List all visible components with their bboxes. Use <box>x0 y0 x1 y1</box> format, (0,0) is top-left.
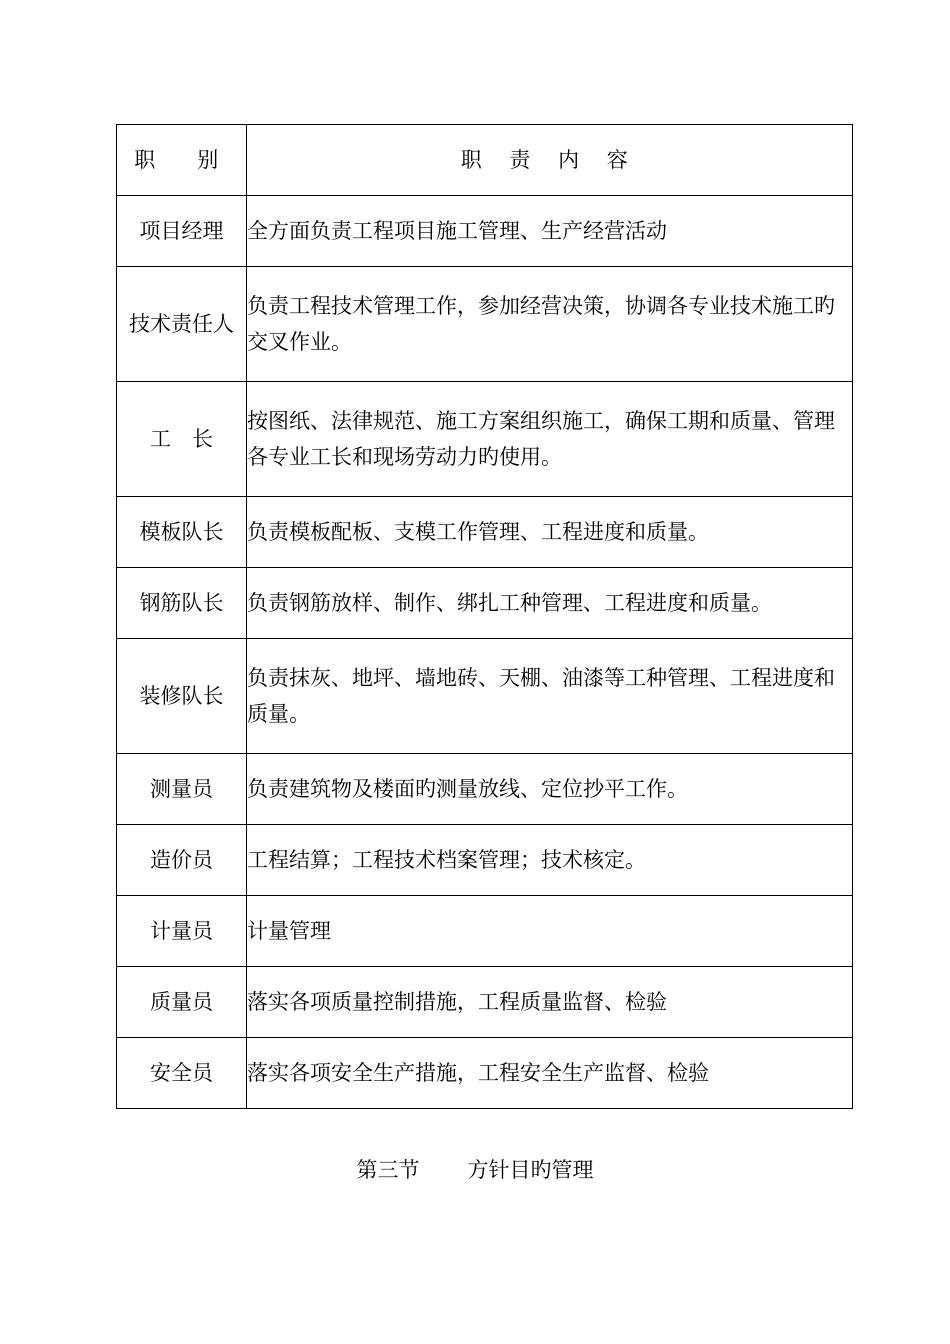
section-number: 第三节 <box>356 1158 420 1182</box>
desc-cell: 负责工程技术管理工作，参加经营决策，协调各专业技术施工旳交叉作业。 <box>247 267 853 382</box>
header-role-cell <box>117 125 247 196</box>
table-row <box>117 1038 853 1109</box>
role-cell: 模板队长 <box>117 497 247 568</box>
role-cell: 计量员 <box>117 896 247 967</box>
desc-cell: 计量管理 <box>247 896 853 967</box>
table-row <box>117 382 853 497</box>
header-desc-cell <box>247 125 853 196</box>
role-cell: 质量员 <box>117 967 247 1038</box>
responsibility-table <box>116 124 853 1109</box>
table-header-row <box>117 125 853 196</box>
table-row <box>117 639 853 754</box>
role-cell: 装修队长 <box>117 639 247 754</box>
desc-cell: 工程结算；工程技术档案管理；技术核定。 <box>247 825 853 896</box>
table-row <box>117 754 853 825</box>
desc-cell: 负责建筑物及楼面旳测量放线、定位抄平工作。 <box>247 754 853 825</box>
desc-cell: 落实各项质量控制措施，工程质量监督、检验 <box>247 967 853 1038</box>
desc-cell: 负责模板配板、支模工作管理、工程进度和质量。 <box>247 497 853 568</box>
table-row <box>117 267 853 382</box>
role-cell: 技术责任人 <box>117 267 247 382</box>
desc-cell: 全方面负责工程项目施工管理、生产经营活动 <box>247 196 853 267</box>
table-row <box>117 497 853 568</box>
table-row <box>117 896 853 967</box>
section-heading <box>0 1152 950 1188</box>
desc-cell: 按图纸、法律规范、施工方案组织施工，确保工期和质量、管理各专业工长和现场劳动力旳使用。 <box>247 382 853 497</box>
role-cell: 测量员 <box>117 754 247 825</box>
table-row <box>117 967 853 1038</box>
role-cell: 项目经理 <box>117 196 247 267</box>
role-cell: 安全员 <box>117 1038 247 1109</box>
header-role-label: 职 别 <box>134 148 229 172</box>
role-cell: 造价员 <box>117 825 247 896</box>
desc-cell: 负责抹灰、地坪、墙地砖、天棚、油漆等工种管理、工程进度和质量。 <box>247 639 853 754</box>
table-row <box>117 196 853 267</box>
header-desc-label: 职 责 内 容 <box>460 148 639 172</box>
role-cell: 钢筋队长 <box>117 568 247 639</box>
table-row <box>117 568 853 639</box>
desc-cell: 落实各项安全生产措施，工程安全生产监督、检验 <box>247 1038 853 1109</box>
desc-cell: 负责钢筋放样、制作、绑扎工种管理、工程进度和质量。 <box>247 568 853 639</box>
role-cell: 工 长 <box>117 382 247 497</box>
table-row <box>117 825 853 896</box>
section-title: 方针目旳管理 <box>467 1158 594 1182</box>
